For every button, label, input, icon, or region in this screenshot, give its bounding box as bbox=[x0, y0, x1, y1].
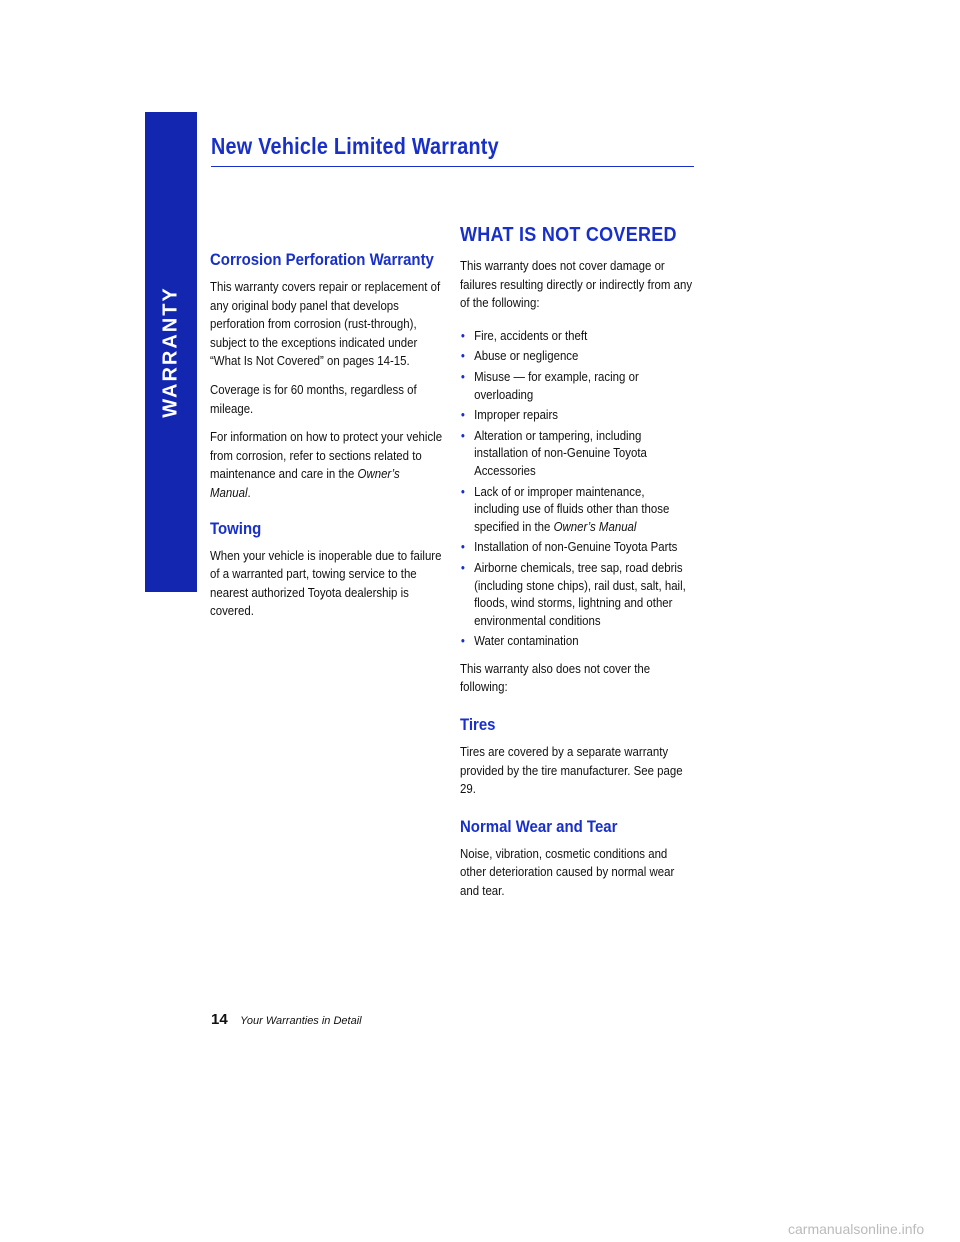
not-covered-outro: This warranty also does not cover the following: bbox=[460, 660, 651, 695]
bullet-icon: • bbox=[460, 539, 465, 555]
list-item: • Installation of non-Genuine Toyota Parts bbox=[460, 539, 678, 555]
corrosion-paragraph-2: Coverage is for 60 months, regardless of mileage. bbox=[210, 381, 417, 416]
side-tab-label: WARRANTY bbox=[159, 286, 182, 418]
not-covered-intro: This warranty does not cover damage or failures resulting directly or indirectly from any of the following: bbox=[460, 258, 693, 311]
list-item: • Alteration or tampering, including installation of non-Genuine Toyota Accessories bbox=[460, 427, 647, 478]
left-column bbox=[210, 250, 446, 631]
owners-manual-reference: Owner’s Manual bbox=[210, 466, 400, 500]
list-item: • Improper repairs bbox=[460, 407, 559, 423]
owners-manual-reference: Owner’s Manual bbox=[553, 518, 637, 534]
wear-heading: Normal Wear and Tear bbox=[460, 816, 618, 836]
page-number: 14 bbox=[211, 1011, 228, 1028]
towing-paragraph: When your vehicle is inoperable due to failure of a warranted part, towing service to the nearest authorized Toyota dealership is covered. bbox=[210, 547, 442, 619]
not-covered-heading: WHAT IS NOT COVERED bbox=[460, 224, 677, 246]
wear-paragraph: Noise, vibration, cosmetic conditions and other deterioration caused by normal wear and tear. bbox=[460, 845, 675, 899]
not-covered-list bbox=[460, 327, 696, 650]
bullet-icon: • bbox=[460, 348, 465, 364]
list-item: • Airborne chemicals, tree sap, road debris (including stone chips), rail dust, salt, hail, floods, wind storms, lightning and other environmental conditions bbox=[460, 559, 686, 628]
bullet-icon: • bbox=[460, 633, 465, 649]
bullet-icon: • bbox=[460, 368, 465, 384]
corrosion-heading: Corrosion Perforation Warranty bbox=[210, 250, 434, 269]
tires-heading: Tires bbox=[460, 715, 496, 735]
corrosion-p3-text: For information on how to protect your vehicle from corrosion, refer to sections related to maintenance and care in the bbox=[210, 429, 443, 482]
tires-section bbox=[460, 715, 696, 799]
bullet-icon: • bbox=[460, 327, 465, 343]
list-item: • Abuse or negligence bbox=[460, 348, 579, 364]
list-item: • Lack of or improper maintenance, including use of fluids other than those specified in the Owner’s Manual bbox=[460, 483, 670, 534]
corrosion-p3-suffix: . bbox=[247, 484, 251, 500]
list-item: • Misuse — for example, racing or overloading bbox=[460, 368, 639, 402]
corrosion-paragraph-1: This warranty covers repair or replacement of any original body panel that develops perforation from corrosion (rust-through), subject to the exceptions indicated under “What Is Not Covered” on pages 14-15. bbox=[210, 279, 441, 369]
right-column bbox=[460, 224, 696, 911]
wear-section bbox=[460, 817, 696, 901]
footer-text: Your Warranties in Detail bbox=[240, 1015, 362, 1027]
list-item: • Fire, accidents or theft bbox=[460, 327, 588, 343]
towing-heading: Towing bbox=[210, 518, 262, 538]
not-covered-section bbox=[460, 224, 696, 697]
bullet-icon: • bbox=[460, 559, 465, 575]
watermark: carmanualsonline.info bbox=[788, 1221, 925, 1237]
side-tab bbox=[145, 112, 197, 592]
bullet-icon: • bbox=[460, 427, 465, 443]
tires-paragraph: Tires are covered by a separate warranty provided by the tire manufacturer. See page 29. bbox=[460, 744, 683, 797]
list-item: • Water contamination bbox=[460, 633, 579, 649]
title-rule bbox=[211, 166, 694, 167]
corrosion-section bbox=[210, 250, 446, 503]
bullet-icon: • bbox=[460, 483, 465, 499]
page-footer bbox=[211, 1011, 362, 1029]
page-title: New Vehicle Limited Warranty bbox=[211, 133, 499, 159]
bullet-icon: • bbox=[460, 407, 465, 423]
corrosion-paragraph-3 bbox=[210, 428, 443, 502]
towing-section bbox=[210, 519, 446, 621]
